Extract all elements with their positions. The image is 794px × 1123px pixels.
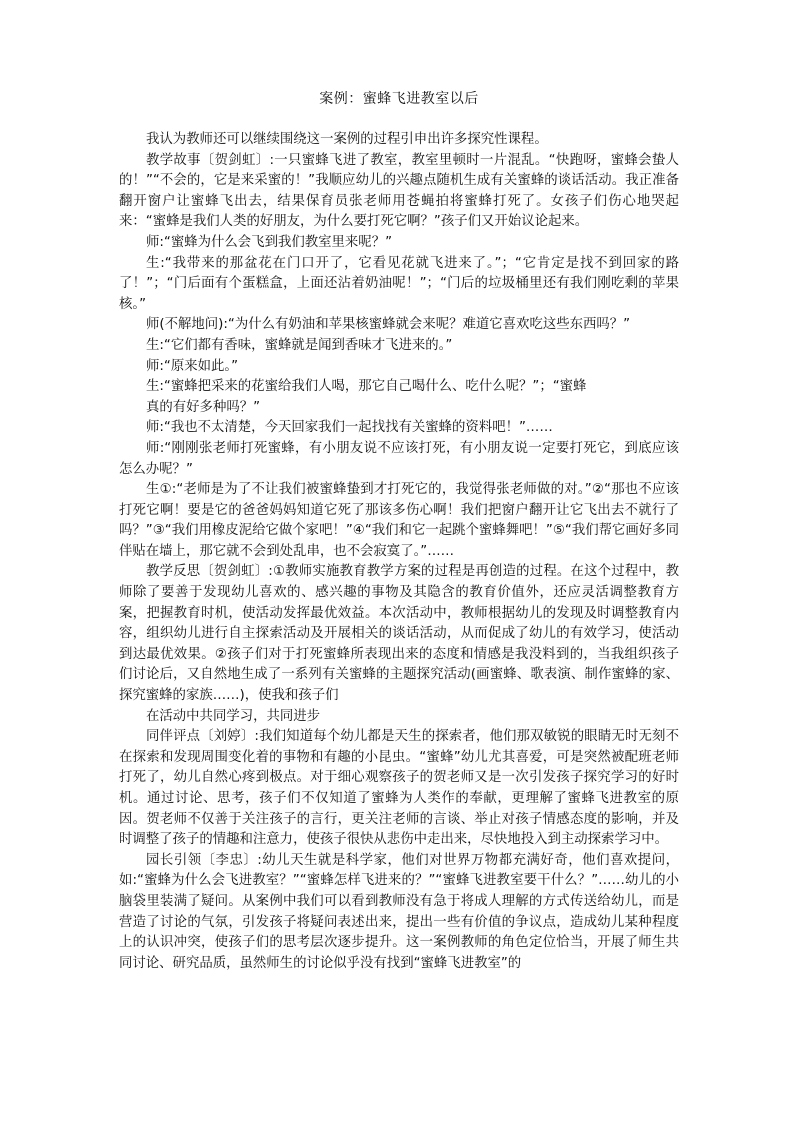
dialogue-paragraph: 师:“原来如此。” — [146, 358, 239, 374]
dialogue-paragraph: 生:“它们都有香味，蜜蜂就是闻到香味才飞进来的。” — [146, 337, 453, 353]
teaching-reflection-paragraph: 教学反思〔贺剑虹〕:①教师实施教育教学方案的过程是再创造的过程。在这个过程中，教师除了要善于发现幼儿喜欢的、感兴趣的事物及其隐含的教育价值外，还应灵活调整教育方案，把握教育时机，使活动发挥最优效益。本次活动中，教师根据幼儿的发现及时调整教育内容，组织幼儿进行自主探索活动及开展相关的谈话活动，从而促成了幼儿的有效学习，使活动到达最优效果。②孩子们对于打死蜜蜂所表现出来的态度和情感是我没料到的，当我组织孩子们讨论后，又自然地生成了一系列有关蜜蜂的主题探究活动(画蜜蜂、歌表演、制作蜜蜂的家、探究蜜蜂的家族……)，使我和孩子们 — [119, 564, 679, 704]
document-page — [119, 88, 679, 974]
dialogue-paragraph: 师:“刚刚张老师打死蜜蜂，有小朋友说不应该打死，有小朋友说一定要打死它，到底应该怎么办呢？” — [119, 440, 679, 477]
dialogue-paragraph: 生①:“老师是为了不让我们被蜜蜂蛰到才打死它的，我觉得张老师做的对。”②“那也不应该打死它啊！要是它的爸爸妈妈知道它死了那该多伤心啊！我们把窗户翻开让它飞出去不就行了吗？”③“我们用橡皮泥给它做个家吧！”④“我们和它一起跳个蜜蜂舞吧！”⑤“我们帮它画好多同伴贴在墙上，那它就不会到处乱串，也不会寂寞了。”…… — [119, 482, 679, 559]
dialogue-paragraph: 生:“我带来的那盆花在门口开了，它看见花就飞进来了。”；“它肯定是找不到回家的路了！”；“门后面有个蛋糕盒，上面还沾着奶油呢！”；“门后的垃圾桶里还有我们刚吃剩的苹果核。” — [119, 255, 679, 312]
dialogue-paragraph: 生:“蜜蜂把采来的花蜜给我们人喝，那它自己喝什么、吃什么呢？”；“蜜蜂 — [146, 379, 587, 395]
dialogue-paragraph: 师:“我也不太清楚，今天回家我们一起找找有关蜜蜂的资料吧！”…… — [146, 420, 553, 436]
principal-guidance-paragraph: 园长引领〔李忠〕:幼儿天生就是科学家，他们对世界万物都充满好奇，他们喜欢提问，如:“蜜蜂为什么会飞进教室？”“蜜蜂怎样飞进来的？”“蜜蜂飞进教室要干什么？”……幼儿的小脑袋里装满了疑问。从案例中我们可以看到教师没有急于将成人理解的方式传送给幼儿，而是营造了讨论的气氛，引发孩子将疑问表述出来，提出一些有价值的争议点，造成幼儿某种程度上的认识冲突，使孩子们的思考层次逐步提升。这一案例教师的角色定位恰当，开展了师生共同讨论、研究品质，虽然师生的讨论似乎没有找到“蜜蜂飞进教室”的 — [119, 852, 679, 971]
dialogue-paragraph: 师:“蜜蜂为什么会飞到我们教室里来呢？” — [146, 234, 393, 250]
peer-review-paragraph: 同伴评点〔刘婷〕:我们知道每个幼儿都是天生的探索者，他们那双敏锐的眼睛无时无刻不在探索和发现周围变化着的事物和有趣的小昆虫。“蜜蜂”幼儿尤其喜爱，可是突然被配班老师打死了，幼儿自然心疼到极点。对于细心观察孩子的贺老师又是一次引发孩子探究学习的好时机。通过讨论、思考，孩子们不仅知道了蜜蜂为人类作的奉献，更理解了蜜蜂飞进教室的原因。贺老师不仅善于关注孩子的言行，更关注老师的言谈、举止对孩子情感态度的影响，并及时调整了孩子的情趣和注意力，使孩子很快从悲伤中走出来，尽快地投入到主动探索学习中。 — [119, 729, 679, 848]
intro-paragraph: 我认为教师还可以继续围绕这一案例的过程引申出许多探究性课程。 — [146, 132, 548, 147]
reflection-continuation-paragraph: 在活动中共同学习，共同进步 — [146, 708, 321, 724]
dialogue-paragraph: 真的有好多种吗？” — [146, 399, 261, 415]
dialogue-paragraph: 师(不解地问):“为什么有奶油和苹果核蜜蜂就会来呢？难道它喜欢吃这些东西吗？” — [146, 317, 631, 333]
document-title: 案例：蜜蜂飞进教室以后 — [319, 91, 479, 107]
teaching-story-paragraph: 教学故事〔贺剑虹〕:一只蜜蜂飞进了教室，教室里顿时一片混乱。“快跑呀，蜜蜂会蛰人的！”“不会的，它是来采蜜的！”我顺应幼儿的兴趣点随机生成有关蜜蜂的谈话活动。我正准备翻开窗户让蜜蜂飞出去，结果保育员张老师用苍蝇拍将蜜蜂打死了。女孩子们伤心地哭起来：“蜜蜂是我们人类的好朋友，为什么要打死它啊？”孩子们又开始议论起来。 — [119, 152, 679, 230]
